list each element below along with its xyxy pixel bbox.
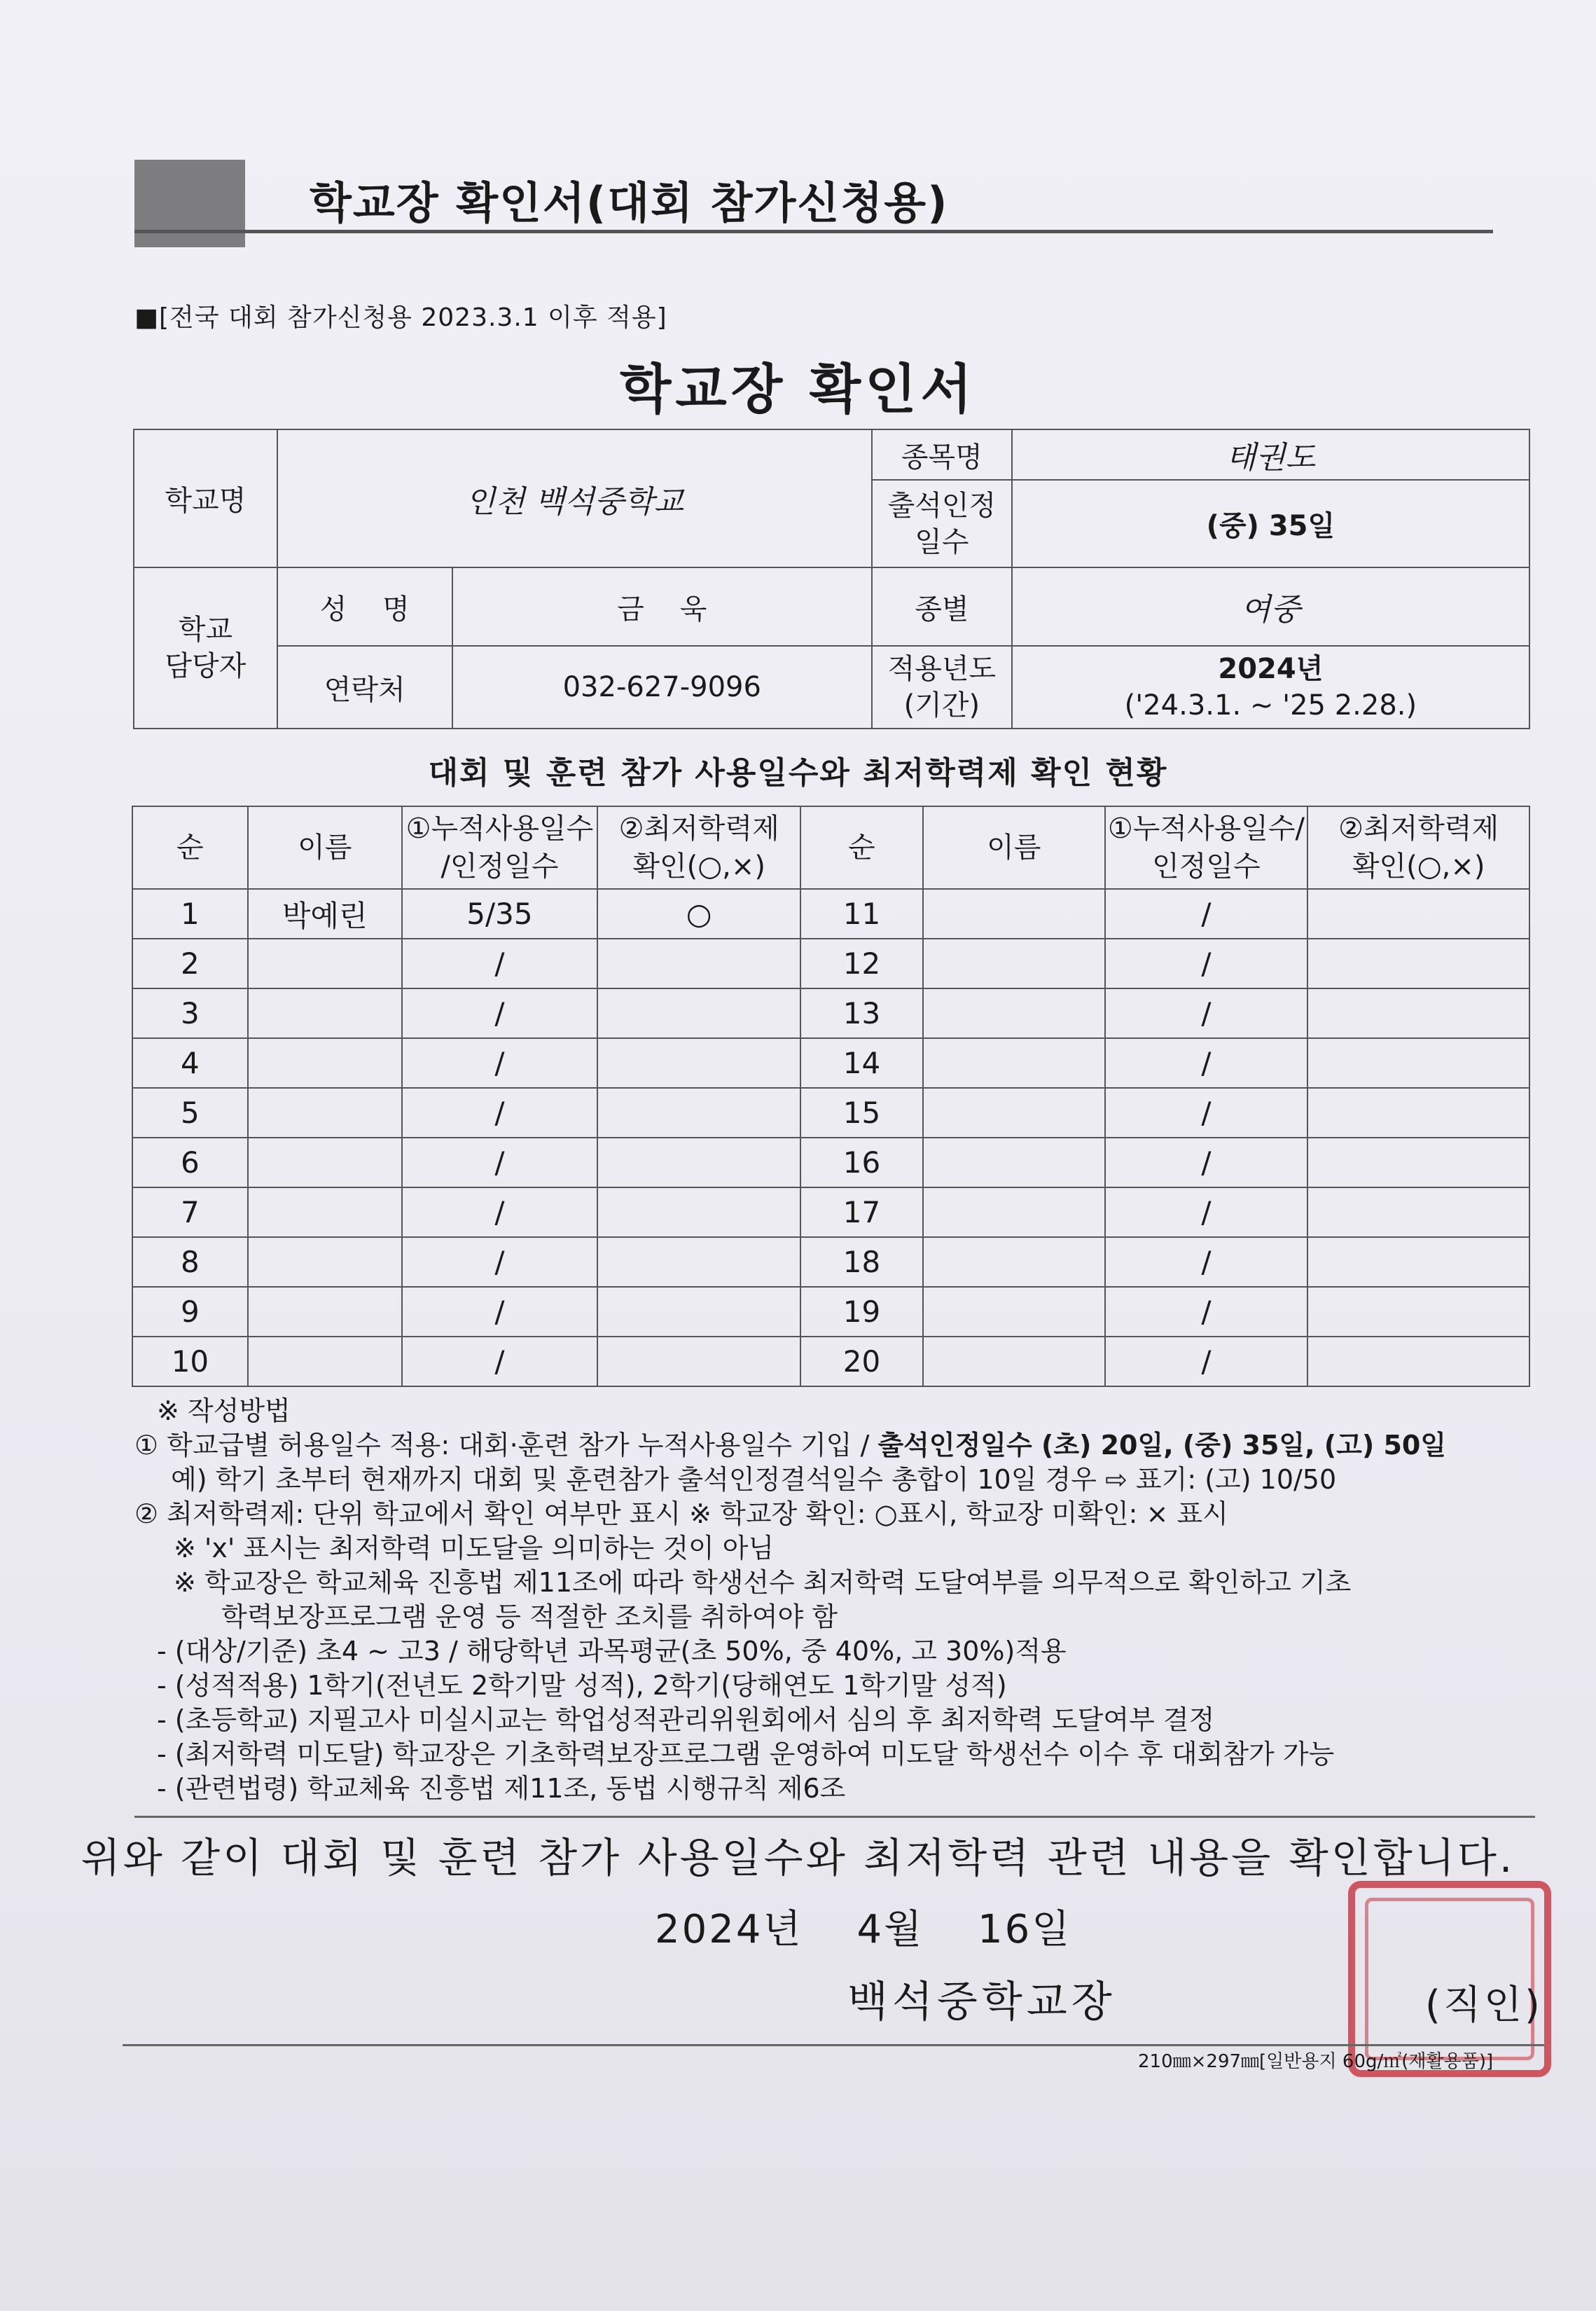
row-check — [597, 1287, 800, 1337]
info-table — [133, 429, 1530, 729]
row-check — [597, 1237, 800, 1287]
row-no-right: 11 — [800, 889, 923, 939]
row-name — [248, 1287, 402, 1337]
date-month: 4월 — [856, 1907, 924, 1952]
roster-row — [132, 1237, 1529, 1287]
row-days-right: / — [1105, 1138, 1308, 1187]
instruction-1-text: ① 학교급별 허용일수 적용: 대회·훈련 참가 누적사용일수 기입 / — [134, 1430, 878, 1461]
row-days-right: / — [1105, 1287, 1308, 1337]
attendance-label-line2: 일수 — [915, 525, 969, 558]
header-min-academic-right — [1307, 806, 1529, 889]
header-days-right — [1105, 806, 1308, 889]
row-check-right — [1307, 1138, 1529, 1187]
header-min-line2: 확인(○,×) — [632, 850, 766, 883]
row-days: / — [402, 1038, 598, 1088]
date-day: 16일 — [977, 1907, 1072, 1952]
row-no: 7 — [132, 1187, 248, 1237]
row-no: 5 — [132, 1088, 248, 1138]
row-no-right: 17 — [800, 1187, 923, 1237]
instruction-2: ② 최저학력제: 단위 학교에서 확인 여부만 표시 ※ 학교장 확인: ○표시, 학교장 미확인: × 표시 — [134, 1498, 1228, 1529]
row-name — [248, 988, 402, 1038]
row-no: 8 — [132, 1237, 248, 1287]
attendance-value: (중) 35일 — [1012, 480, 1529, 567]
manager-label — [134, 567, 277, 729]
roster-table — [132, 806, 1530, 1387]
year-label-line1: 적용년도 — [887, 653, 997, 685]
row-check — [597, 1088, 800, 1138]
paper-spec: 210㎜×297㎜[일반용지 60g/㎡(재활용품)] — [1138, 2051, 1494, 2072]
document-title: 학교장 확인서 — [620, 358, 976, 420]
row-name-right — [923, 1038, 1105, 1088]
row-check-right — [1307, 1337, 1529, 1386]
contact-value: 032-627-9096 — [452, 646, 872, 729]
row-days: / — [402, 1337, 598, 1386]
row-name — [248, 1337, 402, 1386]
row-days-right: / — [1105, 1187, 1308, 1237]
row-name-right — [923, 988, 1105, 1038]
school-value: 인천 백석중학교 — [277, 429, 872, 567]
row-check — [597, 939, 800, 988]
roster-row — [132, 1187, 1529, 1237]
row-no: 4 — [132, 1038, 248, 1088]
roster-row — [132, 1088, 1529, 1138]
event-value: 태권도 — [1012, 429, 1529, 480]
name-label: 성 명 — [277, 567, 452, 646]
row-days-right: / — [1105, 1088, 1308, 1138]
instruction-bullet: - (대상/기준) 초4 ~ 고3 / 해당학년 과목평균(초 50%, 중 40%, 고 30%)적용 — [157, 1636, 1067, 1667]
header-days-right-line2: 인정일수 — [1152, 850, 1261, 883]
instruction-1-bold: 출석인정일수 (초) 20일, (중) 35일, (고) 50일 — [877, 1430, 1447, 1461]
row-check-right — [1307, 1287, 1529, 1337]
row-check-right — [1307, 889, 1529, 939]
row-no-right: 18 — [800, 1237, 923, 1287]
row-days: / — [402, 1138, 598, 1187]
row-no-right: 20 — [800, 1337, 923, 1386]
row-no-right: 12 — [800, 939, 923, 988]
row-name-right — [923, 1337, 1105, 1386]
attendance-label — [872, 480, 1012, 567]
row-check-right — [1307, 1038, 1529, 1088]
row-days: / — [402, 1088, 598, 1138]
roster-section-title: 대회 및 훈련 참가 사용일수와 최저학력제 확인 현황 — [428, 755, 1168, 791]
row-name-right — [923, 1088, 1105, 1138]
row-days-right: / — [1105, 1038, 1308, 1088]
row-days-right: / — [1105, 889, 1308, 939]
header-min-academic — [597, 806, 800, 889]
row-check — [597, 1038, 800, 1088]
header-days-line1: ①누적사용일수 — [405, 813, 594, 845]
row-days: / — [402, 1287, 598, 1337]
header-name: 이름 — [248, 806, 402, 889]
row-no-right: 15 — [800, 1088, 923, 1138]
year-value: 2024년 — [1218, 653, 1324, 685]
instruction-1-example: 예) 학기 초부터 현재까지 대회 및 훈련참가 출석인정결석일수 총합이 10일 경우 ⇨ 표기: (고) 10/50 — [171, 1464, 1337, 1495]
principal-name: 백석중학교장 — [847, 1978, 1116, 2027]
instruction-bullet: - (성적적용) 1학기(전년도 2학기말 성적), 2학기(당해연도 1학기말 성적) — [157, 1670, 1007, 1701]
roster-row — [132, 939, 1529, 988]
row-no: 3 — [132, 988, 248, 1038]
row-name — [248, 1088, 402, 1138]
roster-row — [132, 1138, 1529, 1187]
row-name — [248, 1237, 402, 1287]
instructions — [134, 1394, 1535, 1806]
instruction-2-sub1: ※ 'x' 표시는 최저학력 미도달을 의미하는 것이 아님 — [174, 1533, 775, 1564]
row-check — [597, 988, 800, 1038]
row-name — [248, 1187, 402, 1237]
year-period: ('24.3.1. ~ '25 2.28.) — [1124, 689, 1417, 722]
header-min-line1: ②최저학력제 — [618, 813, 779, 845]
row-no-right: 19 — [800, 1287, 923, 1337]
row-days-right: / — [1105, 1237, 1308, 1287]
row-days: / — [402, 988, 598, 1038]
instruction-1 — [134, 1428, 1535, 1463]
row-name-right — [923, 1237, 1105, 1287]
header-title: 학교장 확인서(대회 참가신청용) — [310, 177, 949, 228]
row-name — [248, 1038, 402, 1088]
roster-row — [132, 1287, 1529, 1337]
year-label-line2: (기간) — [903, 689, 980, 722]
row-name-right — [923, 1138, 1105, 1187]
roster-row — [132, 1038, 1529, 1088]
header-min-right-line2: 확인(○,×) — [1352, 850, 1485, 883]
header-days — [402, 806, 598, 889]
row-no-right: 14 — [800, 1038, 923, 1088]
row-check-right — [1307, 939, 1529, 988]
row-check-right — [1307, 988, 1529, 1038]
issue-date — [655, 1898, 1111, 1954]
row-check: ○ — [597, 889, 800, 939]
row-name-right — [923, 939, 1105, 988]
roster-header-row — [132, 806, 1529, 889]
row-name-right — [923, 889, 1105, 939]
row-name-right — [923, 1187, 1105, 1237]
header-bar — [134, 160, 1493, 247]
header-underline — [134, 230, 1493, 233]
year-value-cell — [1012, 646, 1529, 729]
header-days-right-line1: ①누적사용일수/ — [1107, 813, 1305, 845]
type-label: 종별 — [872, 567, 1012, 646]
event-label: 종목명 — [872, 429, 1012, 480]
instruction-bullet: - (관련법령) 학교체육 진흥법 제11조, 동법 시행규칙 제6조 — [157, 1773, 846, 1804]
attendance-label-line1: 출석인정 — [887, 489, 997, 522]
year-label — [872, 646, 1012, 729]
row-days-right: / — [1105, 939, 1308, 988]
row-no-right: 13 — [800, 988, 923, 1038]
instruction-bullet: - (초등학교) 지필고사 미실시교는 학업성적관리위원회에서 심의 후 최저학력 도달여부 결정 — [157, 1704, 1215, 1735]
contact-label: 연락처 — [277, 646, 452, 729]
header-days-line2: /인정일수 — [440, 850, 559, 883]
row-check — [597, 1138, 800, 1187]
row-days-right: / — [1105, 988, 1308, 1038]
manager-label-line1: 학교 — [178, 614, 233, 646]
row-days: / — [402, 1237, 598, 1287]
roster-row — [132, 1337, 1529, 1386]
row-check-right — [1307, 1237, 1529, 1287]
row-no-right: 16 — [800, 1138, 923, 1187]
row-days: 5/35 — [402, 889, 598, 939]
row-check-right — [1307, 1187, 1529, 1237]
row-no: 1 — [132, 889, 248, 939]
name-value: 금 욱 — [452, 567, 872, 646]
roster-row — [132, 988, 1529, 1038]
row-days: / — [402, 939, 598, 988]
row-check-right — [1307, 1088, 1529, 1138]
date-year: 2024년 — [655, 1907, 803, 1952]
row-name — [248, 939, 402, 988]
row-days-right: / — [1105, 1337, 1308, 1386]
row-name — [248, 1138, 402, 1187]
divider — [134, 1816, 1535, 1818]
row-check — [597, 1337, 800, 1386]
row-no: 2 — [132, 939, 248, 988]
school-label: 학교명 — [134, 429, 277, 567]
instruction-2-sub2a: ※ 학교장은 학교체육 진흥법 제11조에 따라 학생선수 최저학력 도달여부를 의무적으로 확인하고 기초 — [174, 1567, 1352, 1598]
header-gray-block — [134, 160, 245, 247]
manager-label-line2: 담당자 — [165, 650, 247, 682]
roster-row — [132, 889, 1529, 939]
row-days: / — [402, 1187, 598, 1237]
row-name-right — [923, 1287, 1105, 1337]
header-min-right-line1: ②최저학력제 — [1338, 813, 1499, 845]
confirmation-statement: 위와 같이 대회 및 훈련 참가 사용일수와 최저학력 관련 내용을 확인합니다. — [81, 1834, 1515, 1882]
header-no: 순 — [132, 806, 248, 889]
instruction-2-sub2b: 학력보장프로그램 운영 등 적절한 조치를 취하여야 함 — [221, 1601, 838, 1632]
row-name: 박예린 — [248, 889, 402, 939]
header-name-right: 이름 — [923, 806, 1105, 889]
row-no: 9 — [132, 1287, 248, 1337]
instruction-bullet: - (최저학력 미도달) 학교장은 기초학력보장프로그램 운영하여 미도달 학생선수 이수 후 대회참가 가능 — [157, 1739, 1335, 1770]
seal-label: (직인) — [1425, 1982, 1543, 2028]
applicability-note: ■[전국 대회 참가신청용 2023.3.1 이후 적용] — [134, 303, 667, 332]
divider — [123, 2044, 1544, 2046]
instructions-heading: ※ 작성방법 — [157, 1395, 291, 1426]
row-no: 6 — [132, 1138, 248, 1187]
type-value: 여중 — [1012, 567, 1529, 646]
header-no-right: 순 — [800, 806, 923, 889]
row-check — [597, 1187, 800, 1237]
row-no: 10 — [132, 1337, 248, 1386]
